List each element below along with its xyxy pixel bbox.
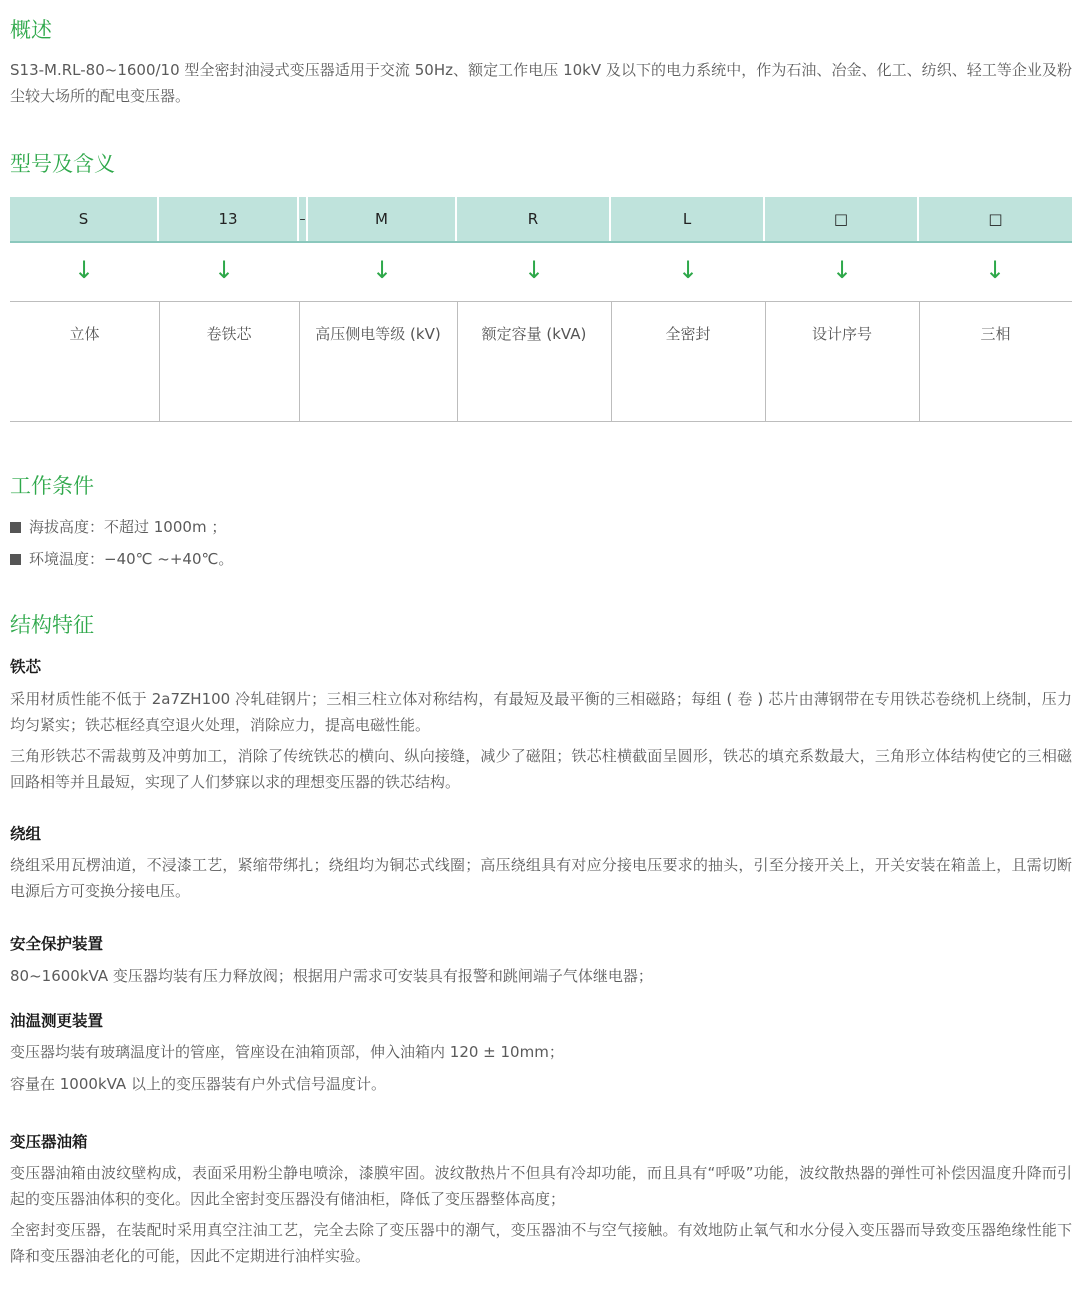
model-code-m: M (308, 197, 457, 241)
meaning-wound-core: 卷铁芯 (206, 325, 252, 343)
overview-text: S13-M.RL-80~1600/10 型全密封油浸式变压器适用于交流 50Hz、额定工作电压 10kV 及以下的电力系统中，作为石油、冶金、化工、纺织、轻工等企业及粉尘较大场所的配电变压器。 (10, 61, 1072, 105)
section-title-model: 型号及含义 (10, 152, 115, 176)
table-divider (10, 421, 1072, 422)
arrow-down-icon: ↓ (831, 256, 853, 284)
model-table (10, 197, 1072, 422)
subtitle-core: 铁芯 (10, 658, 42, 676)
condition-temperature: 环境温度：−40℃ ~+40℃。 (29, 550, 234, 568)
table-divider (299, 301, 300, 421)
condition-altitude: 海拔高度：不超过 1000m ； (29, 518, 227, 536)
list-item (10, 516, 226, 537)
meaning-solid: 立体 (69, 325, 100, 343)
square-bullet-icon (10, 554, 21, 565)
arrow-down-icon: ↓ (371, 256, 393, 284)
arrow-down-icon: ↓ (523, 256, 545, 284)
tank-paragraph-2: 全密封变压器，在装配时采用真空注油工艺，完全去除了变压器中的潮气，变压器油不与空气接触。有效地防止氧气和水分侵入变压器而导致变压器绝缘性能下降和变压器油老化的可能，因此不定期进行油样实验。 (10, 1221, 1072, 1265)
subtitle-temperature: 油温测更装置 (10, 1012, 104, 1030)
subtitle-winding: 绕组 (10, 825, 42, 843)
model-code-phase: □ (988, 210, 1003, 228)
table-divider (159, 301, 160, 421)
model-code-s: S (10, 197, 159, 241)
arrow-down-icon: ↓ (984, 256, 1006, 284)
model-code-dash: – (299, 197, 308, 241)
section-title-overview: 概述 (10, 18, 52, 42)
core-paragraph-1: 采用材质性能不低于 2a7ZH100 冷轧硅钢片；三相三柱立体对称结构，有最短及最平衡的三相磁路；每组 ( 卷 ) 芯片由薄钢带在专用铁芯卷绕机上绕制，压力均匀紧实；铁芯框经真空退火处理，消除应力，提高电磁性能。 (10, 690, 1072, 734)
meaning-sealed: 全密封 (665, 325, 711, 343)
table-divider (919, 301, 920, 421)
square-bullet-icon (10, 522, 21, 533)
section-title-structure: 结构特征 (10, 613, 94, 637)
subtitle-safety: 安全保护装置 (10, 935, 104, 953)
model-code-design: □ (765, 197, 919, 241)
arrow-down-icon: ↓ (73, 256, 95, 284)
model-code-r: R (457, 197, 611, 241)
meaning-three-phase: 三相 (980, 325, 1011, 343)
meaning-design-number: 设计序号 (811, 325, 872, 343)
model-code-row (10, 197, 1072, 243)
table-divider (10, 301, 1072, 302)
model-code-13: 13 (159, 197, 299, 241)
table-divider (611, 301, 612, 421)
core-paragraph-2: 三角形铁芯不需裁剪及冲剪加工，消除了传统铁芯的横向、纵向接缝，减少了磁阻；铁芯柱横截面呈圆形，铁芯的填充系数最大，三角形立体结构使它的三相磁回路相等并且最短，实现了人们梦寐以求的理想变压器的铁芯结构。 (10, 747, 1072, 791)
meaning-hv-level: 高压侧电等级 (kV) (315, 325, 441, 343)
arrow-down-icon: ↓ (213, 256, 235, 284)
winding-paragraph: 绕组采用瓦楞油道，不浸漆工艺，紧缩带绑扎；绕组均为铜芯式线圈；高压绕组具有对应分接电压要求的抽头，引至分接开关上，开关安装在箱盖上，且需切断电源后方可变换分接电压。 (10, 856, 1072, 900)
table-divider (457, 301, 458, 421)
tank-paragraph-1: 变压器油箱由波纹壁构成，表面采用粉尘静电喷涂，漆膜牢固。波纹散热片不但具有冷却功能，而且具有“呼吸”功能，波纹散热器的弹性可补偿因温度升降而引起的变压器油体积的变化。因此全密封变压器没有储油柜，降低了变压器整体高度； (10, 1164, 1072, 1208)
temperature-paragraph-2: 容量在 1000kVA 以上的变压器装有户外式信号温度计。 (10, 1075, 386, 1093)
safety-paragraph: 80~1600kVA 变压器均装有压力释放阀；根据用户需求可安装具有报警和跳闸端子气体继电器； (10, 967, 653, 985)
temperature-paragraph-1: 变压器均装有玻璃温度计的管座，管座设在油箱顶部，伸入油箱内 120 ± 10mm； (10, 1043, 564, 1061)
subtitle-tank: 变压器油箱 (10, 1133, 88, 1151)
table-divider (765, 301, 766, 421)
arrow-down-icon: ↓ (677, 256, 699, 284)
list-item (10, 548, 233, 569)
section-title-conditions: 工作条件 (10, 474, 94, 498)
meaning-rated-capacity: 额定容量 (kVA) (481, 325, 587, 343)
model-code-l: L (611, 197, 765, 241)
